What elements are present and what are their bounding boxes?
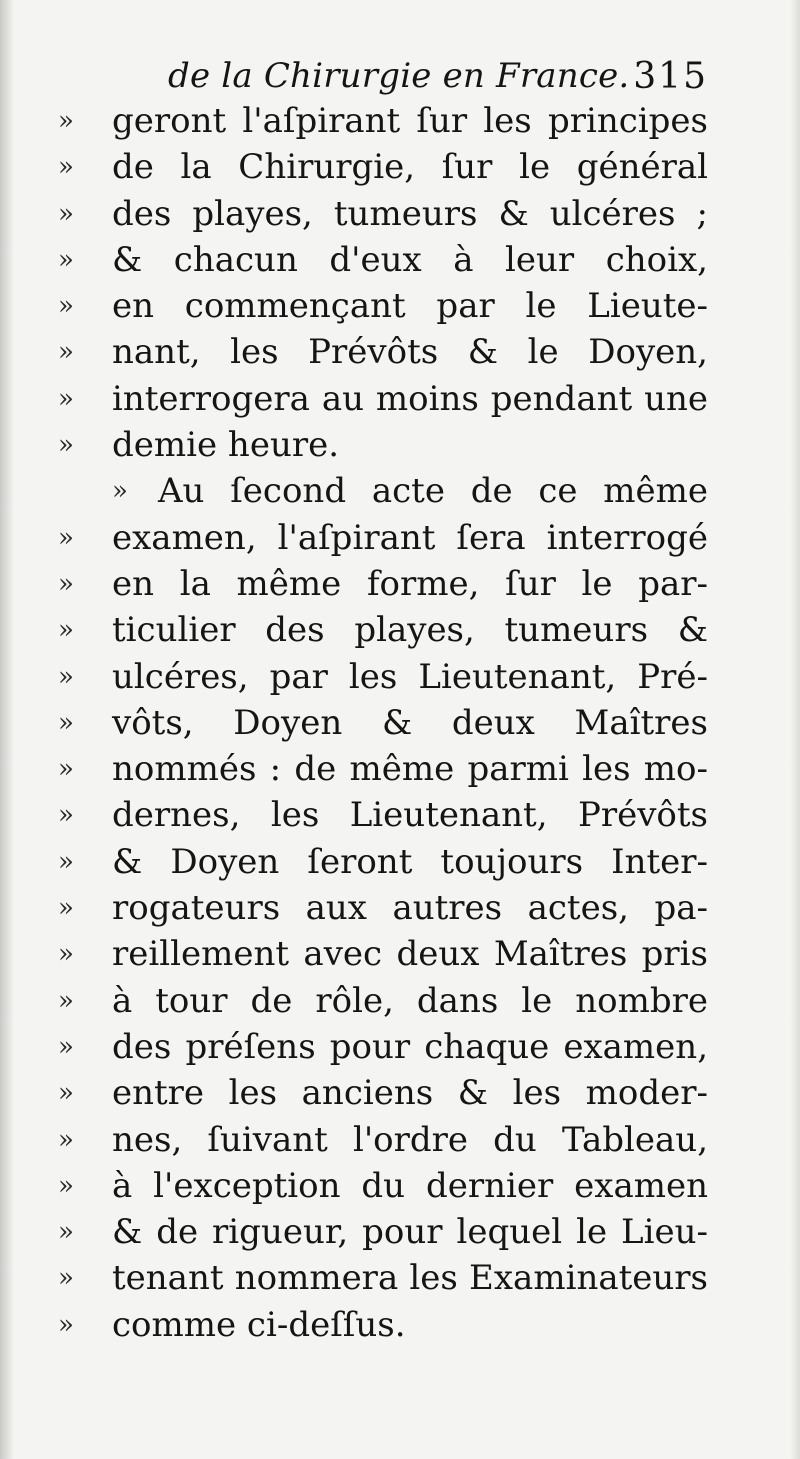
quote-mark: » — [112, 476, 128, 507]
quote-mark: » — [58, 1078, 74, 1109]
quote-mark: » — [58, 754, 74, 785]
text-line — [58, 422, 708, 468]
running-title: de la Chirurgie en France. — [168, 56, 630, 96]
line-text: en la même forme, ſur le par- — [112, 563, 708, 604]
text-line — [58, 1024, 708, 1070]
text-line — [58, 1163, 708, 1209]
text-line — [58, 561, 708, 607]
line-text: Au ſecond acte de ce même — [158, 471, 708, 512]
text-line — [58, 1302, 708, 1348]
quote-mark: » — [58, 430, 74, 461]
line-text: ticulier des playes, tumeurs & — [112, 610, 708, 651]
quote-mark: » — [58, 383, 74, 414]
line-text: reillement avec deux Maîtres pris — [112, 934, 708, 975]
quote-mark: » — [58, 1031, 74, 1062]
quote-mark: » — [58, 707, 74, 738]
quote-mark: » — [58, 800, 74, 831]
line-text: ulcéres, par les Lieutenant, Pré- — [112, 656, 708, 697]
line-text: nes, ſuivant l'ordre du Tableau, — [112, 1119, 708, 1160]
line-text: à l'exception du dernier examen — [112, 1165, 708, 1206]
text-line — [58, 1209, 708, 1255]
line-text: & de rigueur, pour lequel le Lieu- — [112, 1212, 708, 1253]
text-line — [58, 98, 708, 144]
quote-mark: » — [58, 661, 74, 692]
text-line — [58, 1255, 708, 1301]
quote-mark: » — [58, 522, 74, 553]
quote-mark: » — [58, 893, 74, 924]
line-text: à tour de rôle, dans le nombre — [112, 980, 708, 1021]
line-text: des préſens pour chaque examen, — [112, 1026, 708, 1067]
quote-mark: » — [58, 244, 74, 275]
line-text: nommés : de même parmi les mo- — [112, 749, 708, 790]
line-text: de la Chirurgie, ſur le général — [112, 147, 708, 188]
text-line — [58, 931, 708, 977]
line-text: vôts, Doyen & deux Maîtres — [112, 702, 708, 743]
line-text: dernes, les Lieutenant, Prévôts — [112, 795, 708, 836]
line-text: & Doyen ſeront toujours Inter- — [112, 841, 708, 882]
text-line — [58, 376, 708, 422]
line-text: examen, l'aſpirant ſera interrogé — [112, 517, 708, 558]
quote-mark: » — [58, 152, 74, 183]
line-text: en commençant par le Lieute- — [112, 286, 708, 327]
quote-mark: » — [58, 106, 74, 136]
text-line — [58, 839, 708, 885]
line-text: comme ci-deſſus. — [112, 1304, 406, 1345]
text-line — [58, 746, 708, 792]
quote-mark: » — [58, 615, 74, 646]
text-line — [58, 1070, 708, 1116]
text-line — [58, 792, 708, 838]
line-text: interrogera au moins pendant une — [112, 378, 708, 419]
quote-mark: » — [58, 1124, 74, 1155]
text-line — [58, 237, 708, 283]
text-line — [58, 329, 708, 375]
quote-mark: » — [58, 1217, 74, 1248]
quote-mark: » — [58, 939, 74, 970]
line-text: rogateurs aux autres actes, pa- — [112, 888, 708, 929]
text-line — [58, 1117, 708, 1163]
quote-mark: » — [58, 985, 74, 1016]
line-text: tenant nommera les Examinateurs — [112, 1258, 708, 1299]
page-header — [168, 48, 708, 98]
text-line — [58, 978, 708, 1024]
quote-mark: » — [58, 1309, 74, 1340]
quote-mark: » — [58, 1170, 74, 1201]
quote-mark: » — [58, 198, 74, 229]
line-text: des playes, tumeurs & ulcéres ; — [112, 193, 708, 234]
quote-mark: » — [58, 846, 74, 877]
line-text: geront l'aſpirant ſur les principes — [112, 101, 708, 141]
line-text: & chacun d'eux à leur choix, — [112, 239, 708, 280]
body-text-block — [58, 98, 708, 1348]
line-text: nant, les Prévôts & le Doyen, — [112, 332, 708, 373]
text-line — [58, 283, 708, 329]
text-line — [58, 607, 708, 653]
text-line — [58, 515, 708, 561]
text-line — [58, 191, 708, 237]
paragraph-first-line — [58, 468, 708, 514]
quote-mark: » — [58, 337, 74, 368]
quote-mark: » — [58, 568, 74, 599]
quote-mark: » — [58, 1263, 74, 1294]
text-line — [58, 654, 708, 700]
text-line — [58, 144, 708, 190]
page-number: 315 — [633, 56, 708, 97]
text-line — [58, 700, 708, 746]
line-text: demie heure. — [112, 425, 340, 466]
text-line — [58, 885, 708, 931]
quote-mark: » — [58, 291, 74, 322]
line-text: entre les anciens & les moder- — [112, 1073, 708, 1114]
